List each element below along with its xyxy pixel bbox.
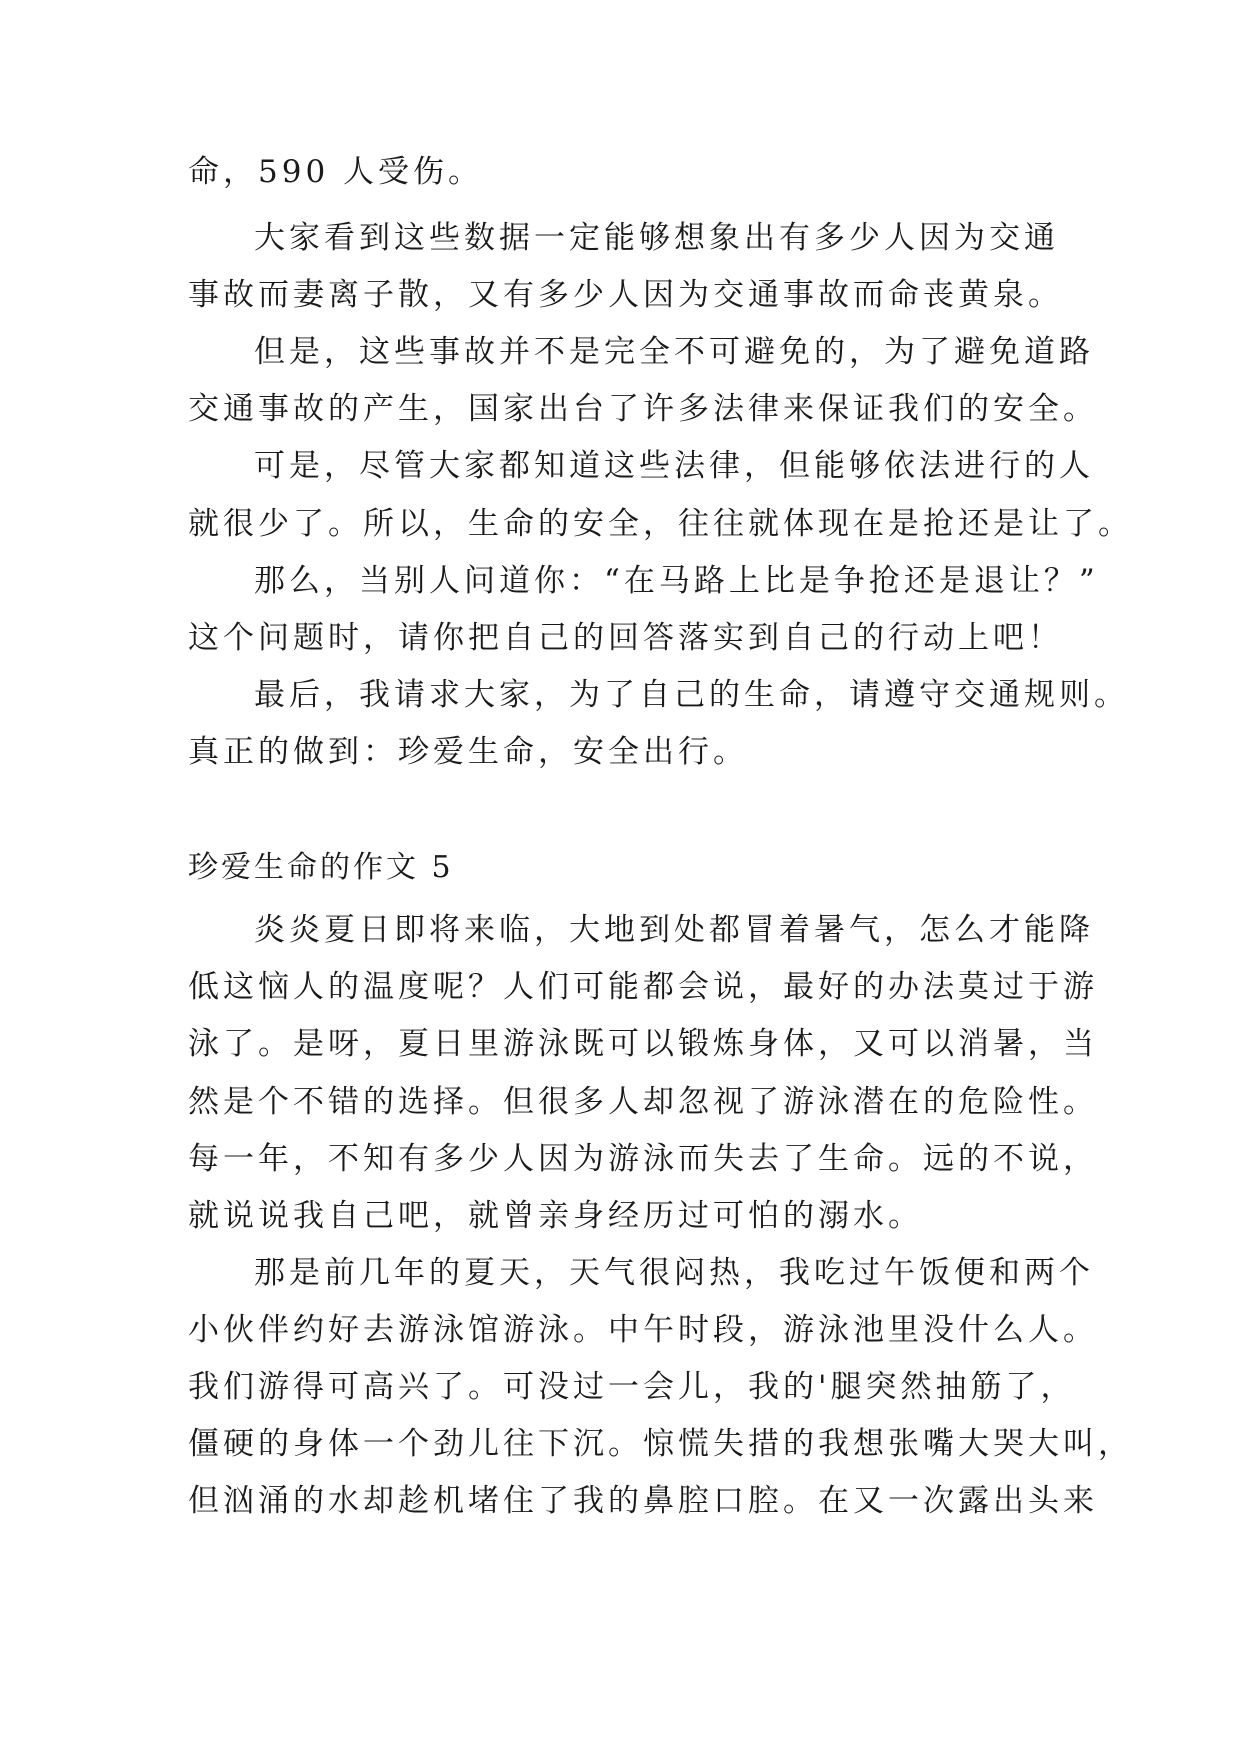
text-line: 我们游得可高兴了。可没过一会儿，我的'腿突然抽筋了， [188, 1369, 1076, 1405]
text-line: 最后，我请求大家，为了自己的生命，请遵守交通规则。 [254, 677, 1129, 713]
text-line: 那么，当别人问道你：“在马路上比是争抢还是退让？” [254, 563, 1099, 599]
text-line: 这个问题时，请你把自己的回答落实到自己的行动上吧！ [188, 620, 1063, 656]
text-line: 然是个不错的选择。但很多人却忽视了游泳潜在的危险性。 [188, 1084, 1098, 1120]
text-line: 那是前几年的夏天，天气很闷热，我吃过午饭便和两个 [254, 1255, 1094, 1291]
text-line: 就很少了。所以，生命的安全，往往就体现在是抢还是让了。 [188, 506, 1133, 542]
text-line: 大家看到这些数据一定能够想象出有多少人因为交通 [254, 220, 1059, 256]
text-line: 但汹涌的水却趁机堵住了我的鼻腔口腔。在又一次露出头来 [188, 1483, 1098, 1519]
text-line: 僵硬的身体一个劲儿往下沉。惊慌失措的我想张嘴大哭大叫， [188, 1426, 1133, 1462]
text-line: 事故而妻离子散，又有多少人因为交通事故而命丧黄泉。 [188, 277, 1063, 313]
text-line: 小伙伴约好去游泳馆游泳。中午时段，游泳池里没什么人。 [188, 1312, 1098, 1348]
text-line: 但是，这些事故并不是完全不可避免的，为了避免道路 [254, 334, 1094, 370]
text-line: 可是，尽管大家都知道这些法律，但能够依法进行的人 [254, 448, 1094, 484]
text-line: 交通事故的产生，国家出台了许多法律来保证我们的安全。 [188, 391, 1098, 427]
text-line: 命，590 人受伤。 [188, 154, 484, 190]
text-line: 泳了。是呀，夏日里游泳既可以锻炼身体，又可以消暑，当 [188, 1026, 1098, 1062]
section-title: 珍爱生命的作文 5 [188, 850, 454, 885]
text-line: 每一年，不知有多少人因为游泳而失去了生命。远的不说， [188, 1141, 1098, 1177]
text-line: 低这恼人的温度呢？人们可能都会说，最好的办法莫过于游 [188, 969, 1098, 1005]
text-line: 炎炎夏日即将来临，大地到处都冒着暑气，怎么才能降 [254, 912, 1094, 948]
text-line: 就说说我自己吧，就曾亲身经历过可怕的溺水。 [188, 1198, 923, 1234]
text-line: 真正的做到：珍爱生命，安全出行。 [188, 734, 748, 770]
